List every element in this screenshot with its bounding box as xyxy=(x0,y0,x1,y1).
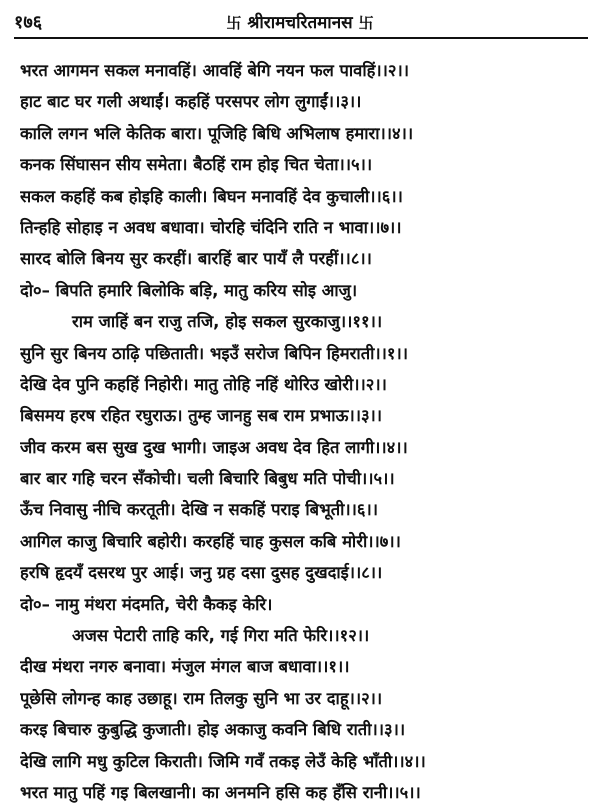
doha-line: दो०– बिपति हमारि बिलोकि बड़ि, मातु करिय सोइ आजु। xyxy=(20,280,358,300)
page-header xyxy=(0,0,600,38)
verse-line: जीव करम बस सुख दुख भागी। जाइअ अवध देव हित लागी।।४।। xyxy=(20,437,408,457)
verse-line: आगिल काजु बिचारि बहोरी। करहहिं चाह कुसल कबि मोरी।।७।। xyxy=(20,531,401,551)
header-rule xyxy=(14,37,588,39)
verse-line: भरत मातु पहिं गइ बिलखानी। का अनमनि हसि कह हँसि रानी।।५।। xyxy=(20,782,421,802)
page-number: १७६ xyxy=(14,12,43,33)
verse-line: कालि लगन भलि केतिक बारा। पूजिहि बिधि अभिलाष हमारा।।४।। xyxy=(20,123,414,143)
swastika-left-icon: 卐 xyxy=(226,14,242,32)
verse-line: बार बार गहि चरन सँकोची। चली बिचारि बिबुध मति पोची।।५।। xyxy=(20,469,395,489)
verse-line: सकल कहहिं कब होइहि काली। बिघन मनावहिं देव कुचाली।।६।। xyxy=(20,186,403,206)
verse-body xyxy=(20,55,590,808)
verse-line: भरत आगमन सकल मनावहिं। आवहिं बेगि नयन फल पावहिं।।२।। xyxy=(20,61,409,80)
verse-line: देखि देव पुनि कहहिं निहोरी। मातु तोहि नहिं थोरिउ खोरी।।२।। xyxy=(20,374,387,394)
verse-line: सुनि सुर बिनय ठाढ़ि पछिताती। भइउँ सरोज बिपिन हिमराती।।१।। xyxy=(20,343,408,363)
doha-line: राम जाहिं बन राजु तजि, होइ सकल सुरकाजु।।११।। xyxy=(72,312,383,332)
verse-line: सारद बोलि बिनय सुर करहीं। बारहिं बार पायँ लै परहीं।।८।। xyxy=(20,249,372,269)
swastika-right-icon: 卐 xyxy=(358,14,374,32)
verse-line: हरषि हृदयँ दसरथ पुर आई। जनु ग्रह दसा दुसह दुखदाई।।८।। xyxy=(20,563,383,583)
verse-line: पूछेसि लोगन्ह काह उछाहू। राम तिलकु सुनि भा उर दाहू।।२।। xyxy=(20,688,383,708)
doha-line: अजस पेटारी ताहि करि, गई गिरा मति फेरि।।१२।। xyxy=(72,626,370,646)
verse-line: देखि लागि मधु कुटिल किराती। जिमि गवँ तकइ लेउँ केहि भाँती।।४।। xyxy=(20,751,426,771)
verse-line: हाट बाट घर गली अथाईं। कहहिं परसपर लोग लुगाईं।।३।। xyxy=(20,92,362,112)
verse-line: बिसमय हरष रहित रघुराऊ। तुम्ह जानहु सब राम प्रभाऊ।।३।। xyxy=(20,406,383,426)
verse-line: दीख मंथरा नगरु बनावा। मंजुल मंगल बाज बधावा।।१।। xyxy=(20,657,350,677)
doha-line: दो०– नामु मंथरा मंदमति, चेरी कैकइ केरि। xyxy=(20,594,273,614)
verse-line: तिन्हहि सोहाइ न अवध बधावा। चोरहि चंदिनि राति न भावा।।७।। xyxy=(20,217,402,237)
running-title xyxy=(0,10,600,33)
book-title: श्रीरामचरितमानस xyxy=(247,13,353,33)
verse-line: ऊँच निवासु नीचि करतूती। देखि न सकहिं पराइ बिभूती।।६।। xyxy=(20,500,378,520)
verse-line: कनक सिंघासन सीय समेता। बैठहिं राम होइ चित चेता।।५।। xyxy=(20,155,373,175)
verse-line: करइ बिचारु कुबुद्धि कुजाती। होइ अकाजु कवनि बिधि राती।।३।। xyxy=(20,720,406,740)
